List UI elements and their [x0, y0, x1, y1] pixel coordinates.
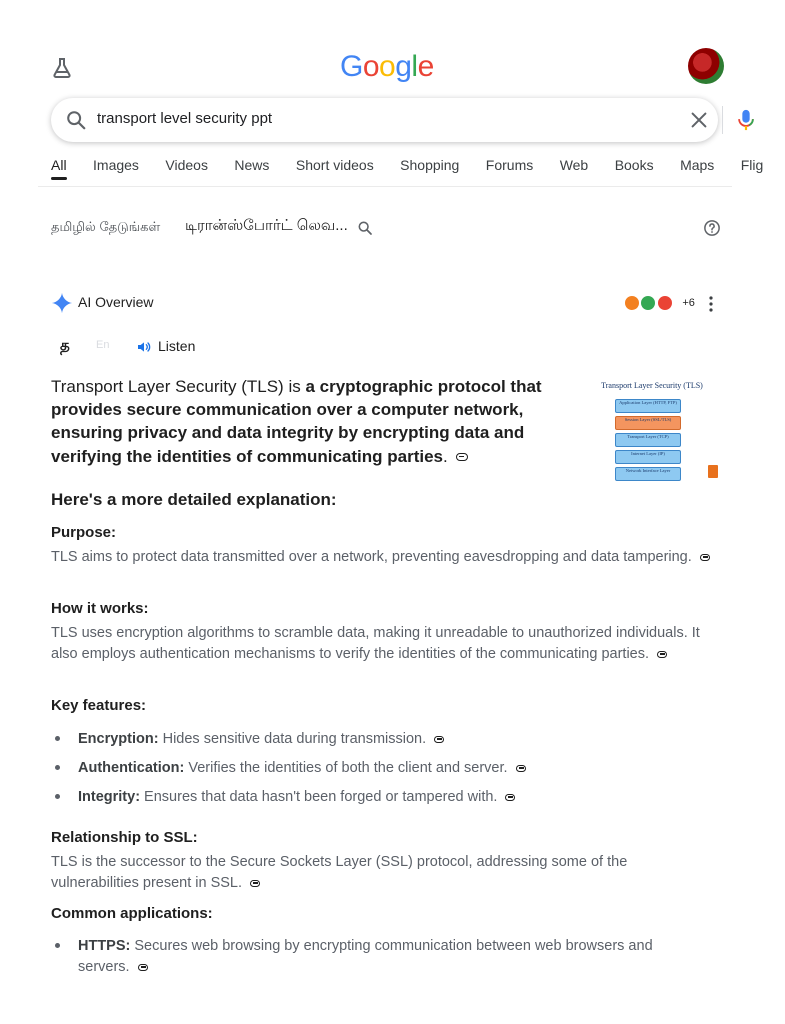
- tab-web[interactable]: Web: [559, 157, 589, 173]
- cloudflare-icon: [623, 294, 641, 312]
- tab-videos[interactable]: Videos: [165, 157, 208, 173]
- tamil-search-suggestion: [51, 216, 721, 240]
- app-desc: Secures web browsing by encrypting communication between web browsers and servers.: [78, 938, 653, 975]
- link-icon[interactable]: [700, 554, 710, 561]
- tab-all[interactable]: All: [51, 156, 67, 184]
- lead-highlight: a cryptographic protocol that provides secure communication over a computer network, ensuring privacy and data integrity by encrypting data and verifying the identities of communicating parties: [51, 377, 542, 466]
- purpose-section: [51, 524, 711, 568]
- google-source-icon: [639, 294, 657, 312]
- layer-network-interface: Network Interface Layer: [615, 467, 681, 481]
- listen-label: Listen: [158, 338, 196, 354]
- search-tabs: [51, 156, 764, 188]
- key-features-section: [51, 697, 711, 720]
- ssl-section: [51, 829, 711, 894]
- google-logo[interactable]: Google: [340, 50, 434, 83]
- listen-button[interactable]: [136, 337, 216, 357]
- ai-overview-lead: [51, 375, 571, 468]
- ssl-text: TLS is the successor to the Secure Sockets Layer (SSL) protocol, addressing some of the vulnerabilities present in SSL.: [51, 854, 628, 891]
- ai-sparkle-icon: [51, 292, 73, 314]
- tab-maps[interactable]: Maps: [680, 157, 715, 173]
- language-english-toggle[interactable]: En: [96, 339, 110, 351]
- link-icon[interactable]: [138, 964, 148, 971]
- tab-books[interactable]: Books: [614, 157, 654, 173]
- link-icon[interactable]: [505, 794, 515, 801]
- tabs-divider: [38, 186, 732, 187]
- lead-prefix: Transport Layer Security (TLS) is: [51, 377, 306, 396]
- ssl-heading: Relationship to SSL:: [51, 829, 198, 846]
- language-tamil-toggle[interactable]: த: [60, 337, 70, 354]
- tls-diagram-thumbnail[interactable]: [590, 378, 720, 486]
- purpose-heading: Purpose:: [51, 524, 117, 541]
- ai-overview-header: [51, 292, 721, 316]
- app-term: HTTPS:: [78, 938, 131, 954]
- source-count: +6: [682, 297, 695, 309]
- clear-icon[interactable]: [688, 109, 710, 131]
- layer-transport: Transport Layer (TCP): [615, 433, 681, 447]
- search-icon: [65, 109, 87, 131]
- lead-period: .: [443, 446, 448, 466]
- link-icon[interactable]: [657, 651, 667, 658]
- microphone-icon[interactable]: [735, 108, 757, 132]
- bullet-dot: [55, 943, 60, 948]
- source-icon: [656, 294, 674, 312]
- link-icon[interactable]: [434, 736, 444, 743]
- tamil-search-label: தமிழில் தேடுங்கள்: [51, 219, 161, 234]
- search-icon[interactable]: [357, 220, 373, 236]
- bullet-dot: [55, 765, 60, 770]
- tab-images[interactable]: Images: [93, 157, 139, 173]
- feature-term: Integrity:: [78, 789, 141, 805]
- ai-overview-title: AI Overview: [78, 294, 154, 310]
- search-input[interactable]: transport level security ppt: [97, 110, 273, 127]
- labs-flask-icon[interactable]: [50, 56, 74, 80]
- more-options-icon[interactable]: [703, 294, 719, 314]
- feature-term: Authentication:: [78, 760, 185, 776]
- link-icon[interactable]: [456, 453, 468, 461]
- layer-internet: Internet Layer (IP): [615, 450, 681, 464]
- feature-desc: Ensures that data hasn't been forged or tampered with.: [140, 789, 498, 805]
- top-bar: [0, 48, 768, 88]
- purpose-text: TLS aims to protect data transmitted over a network, preventing eavesdropping and data tampering.: [51, 547, 711, 568]
- book-icon: [708, 465, 718, 478]
- feature-desc: Verifies the identities of both the client and server.: [184, 760, 508, 776]
- source-favicons[interactable]: [623, 294, 695, 314]
- how-text: TLS uses encryption algorithms to scramble data, making it unreadable to unauthorized individuals. It also employs authentication mechanisms to verify the identities of the communicating parties.: [51, 625, 700, 662]
- speaker-icon: [136, 339, 152, 355]
- bullet-dot: [55, 794, 60, 799]
- help-icon[interactable]: [703, 219, 721, 237]
- tab-flights[interactable]: Flig: [740, 157, 764, 173]
- layer-session: Session Layer (SSL/TLS): [615, 416, 681, 430]
- search-box[interactable]: [51, 98, 718, 142]
- layer-application: Application Layer (HTTP, FTP): [615, 399, 681, 413]
- features-heading: Key features:: [51, 697, 147, 714]
- how-it-works-section: [51, 600, 711, 665]
- detail-subheading: Here's a more detailed explanation:: [51, 490, 337, 509]
- feature-term: Encryption:: [78, 731, 159, 747]
- tab-news[interactable]: News: [234, 157, 270, 173]
- link-icon[interactable]: [516, 765, 526, 772]
- tab-shopping[interactable]: Shopping: [400, 157, 460, 173]
- thumbnail-title: Transport Layer Security (TLS): [601, 381, 703, 390]
- applications-section: [51, 905, 711, 928]
- feature-desc: Hides sensitive data during transmission.: [158, 731, 427, 747]
- search-divider: [722, 106, 723, 134]
- tamil-query-link[interactable]: டிரான்ஸ்போர்ட் லெவ...: [185, 217, 348, 234]
- tab-forums[interactable]: Forums: [485, 157, 534, 173]
- apps-heading: Common applications:: [51, 905, 213, 922]
- account-avatar[interactable]: [688, 48, 724, 84]
- tab-short-videos[interactable]: Short videos: [295, 157, 374, 173]
- link-icon[interactable]: [250, 880, 260, 887]
- bullet-dot: [55, 736, 60, 741]
- how-heading: How it works:: [51, 600, 149, 617]
